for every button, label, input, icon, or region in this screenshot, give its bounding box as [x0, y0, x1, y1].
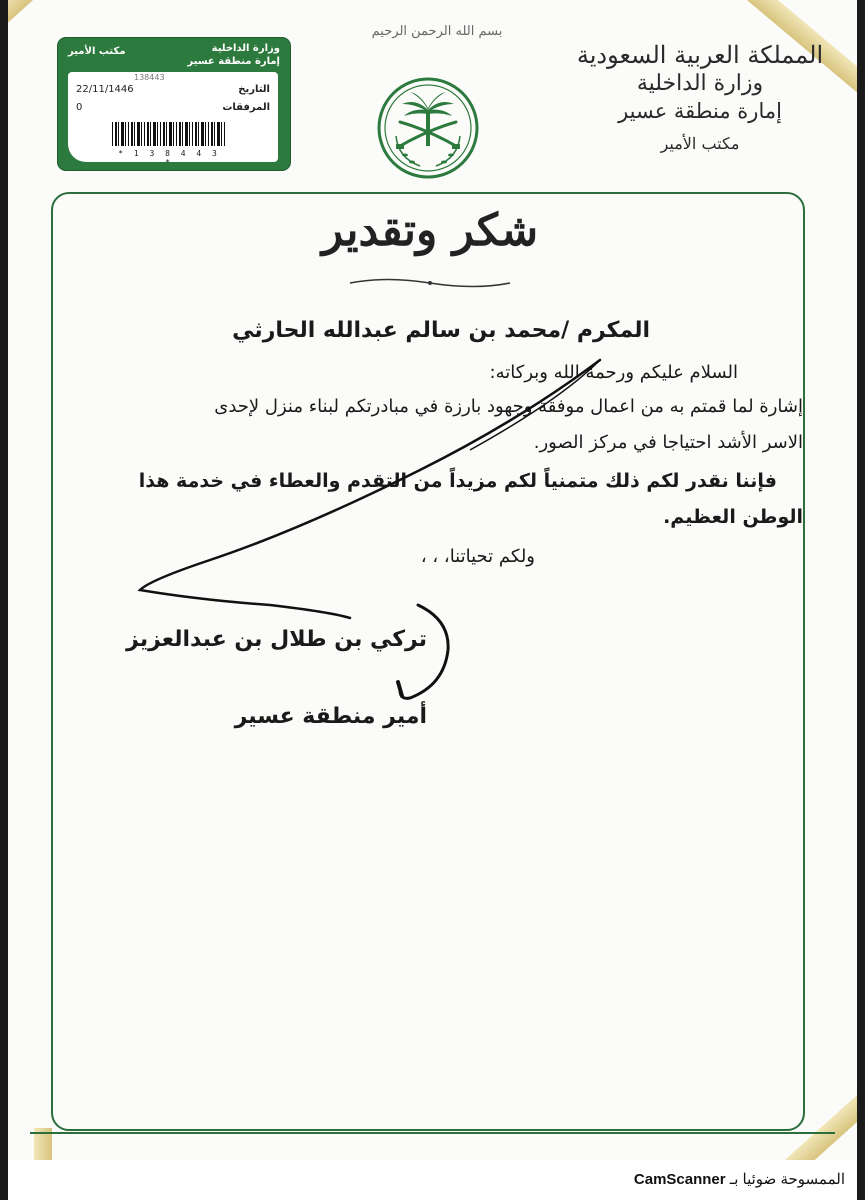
date-label: التاريخ: [238, 84, 270, 95]
saudi-emblem-icon: [376, 76, 480, 180]
closing: ولكم تحياتنا، ، ،: [420, 546, 535, 567]
paragraph-2-line-2: الوطن العظيم.: [663, 506, 803, 528]
greeting: السلام عليكم ورحمة الله وبركاته:: [489, 362, 738, 383]
attachments-value: 0: [76, 102, 83, 113]
footer-divider: [30, 1132, 835, 1134]
basmala: بسم الله الرحمن الرحيم: [371, 24, 503, 39]
attachments-label: المرفقات: [222, 102, 270, 113]
camscanner-brand: CamScanner: [633, 1171, 726, 1188]
paragraph-2-line-1: فإننا نقدر لكم ذلك متمنياً لكم مزيداً من التقدم والعطاء في خدمة هذا: [138, 470, 777, 492]
scanner-footer: [8, 1160, 857, 1200]
letter-title: شكر وتقدير: [321, 205, 539, 256]
photo-corner-top-left: [8, 0, 141, 36]
date-value: 22/11/1446: [76, 84, 134, 95]
stamp-body: [68, 72, 278, 167]
emirate-name: إمارة منطقة عسير: [618, 99, 782, 123]
signer-name: تركي بن طلال بن عبدالعزيز: [126, 627, 427, 652]
ministry-name: وزارة الداخلية: [636, 71, 764, 96]
attachments-row: [76, 102, 270, 113]
office-name: مكتب الأمير: [660, 134, 740, 153]
scanned-by-text: الممسوحة ضوئيا بـ: [729, 1171, 845, 1188]
reference-stamp: [58, 38, 290, 170]
ref-number: 138443: [134, 73, 165, 82]
barcode-number: * 1 3 8 4 4 3 *: [118, 149, 220, 167]
stamp-office: مكتب الأمير: [68, 46, 126, 57]
title-ornament-icon: [340, 276, 520, 290]
paragraph-1-line-1: إشارة لما قمتم به من اعمال موفقة وجهود بارزة في مبادرتكم لبناء منزل لإحدى: [214, 396, 803, 417]
letterhead: [575, 40, 825, 157]
paragraph-1-line-2: الاسر الأشد احتياجا في مركز الصور.: [533, 432, 803, 453]
date-row: [76, 84, 270, 95]
stamp-ministry: وزارة الداخلية: [211, 43, 280, 54]
stamp-emirate: إمارة منطقة عسير: [187, 56, 280, 67]
signer-title: أمير منطقة عسير: [234, 704, 427, 729]
recipient: المكرم /محمد بن سالم عبدالله الحارثي: [232, 318, 650, 343]
kingdom-name: المملكة العربية السعودية: [576, 41, 824, 69]
barcode-icon: [112, 122, 226, 146]
